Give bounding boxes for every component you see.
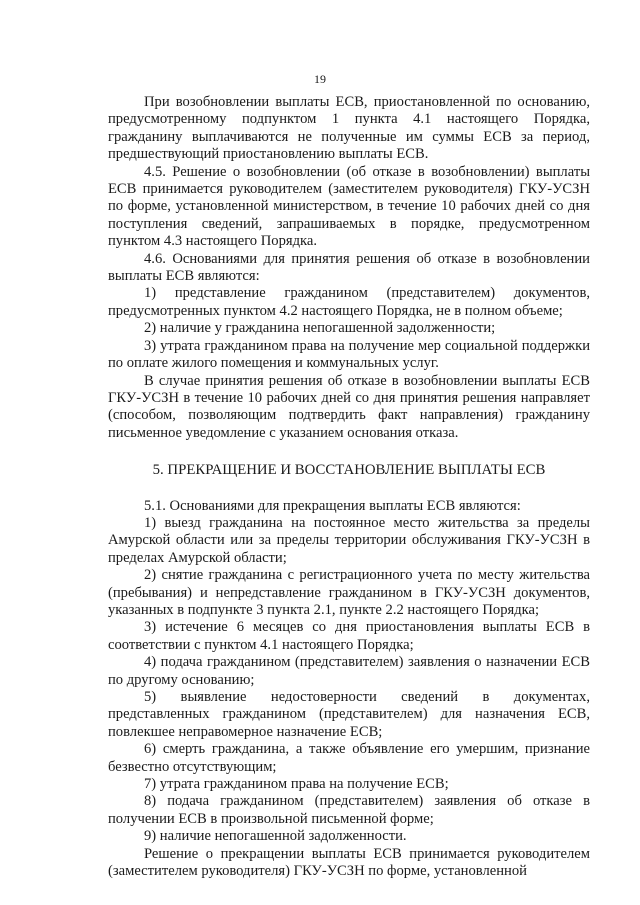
section-heading: 5. ПРЕКРАЩЕНИЕ И ВОССТАНОВЛЕНИЕ ВЫПЛАТЫ ЕСВ xyxy=(152,462,546,479)
list-item-5-1-8: 8) подача гражданином (представителем) заявления об отказе в получении ЕСВ в произвольной письменной форме; xyxy=(108,793,590,827)
list-item-5-1-7: 7) утрата гражданином права на получение ЕСВ; xyxy=(144,776,449,793)
list-item-5-1-4: 4) подача гражданином (представителем) заявления о назначении ЕСВ по другому основанию; xyxy=(108,654,590,688)
list-item-5-1-5: 5) выявление недостоверности сведений в документах, представленных гражданином (представителем) для назначения ЕСВ, повлекшее неправомерное назначение ЕСВ; xyxy=(108,689,590,740)
paragraph-termination-decision: Решение о прекращении выплаты ЕСВ принимается руководителем (заместителем руководителя) ГКУ-УСЗН по форме, установленной xyxy=(108,845,590,880)
paragraph-refusal-notice: В случае принятия решения об отказе в возобновлении выплаты ЕСВ ГКУ-УСЗН в течение 10 рабочих дней со дня принятия решения направляет (способом, позволяющим подтвердить факт направления) гражданину письменное уведомление с указанием основания отказа. xyxy=(108,372,590,441)
list-item-5-1-9: 9) наличие непогашенной задолженности. xyxy=(144,828,407,845)
list-item-4-6-2: 2) наличие у гражданина непогашенной задолженности; xyxy=(144,320,496,337)
paragraph-5-1: 5.1. Основаниями для прекращения выплаты ЕСВ являются: xyxy=(144,497,521,514)
list-item-5-1-3: 3) истечение 6 месяцев со дня приостановления выплаты ЕСВ в соответствии с пунктом 4.1 настоящего Порядка; xyxy=(108,619,590,653)
page-number: 19 xyxy=(314,72,326,86)
paragraph-4-5: 4.5. Решение о возобновлении (об отказе в возобновлении) выплаты ЕСВ принимается руководителем (заместителем руководителя) ГКУ-УСЗН по форме, установленной министерством, в течение 10 рабочих дней со дня поступления сведений, запрашиваемых в порядке, предусмотренном пунктом 4.3 настоящего Порядка. xyxy=(108,163,590,250)
list-item-5-1-1: 1) выезд гражданина на постоянное место жительства за пределы Амурской области или за пределы территории обслуживания ГКУ-УСЗН в пределах Амурской области; xyxy=(108,514,590,566)
document-body xyxy=(108,94,590,880)
list-item-4-6-3: 3) утрата гражданином права на получение мер социальной поддержки по оплате жилого помещения и коммунальных услуг. xyxy=(108,337,590,372)
paragraph-4-6: 4.6. Основаниями для принятия решения об отказе в возобновлении выплаты ЕСВ являются: xyxy=(108,250,590,285)
list-item-4-6-1: 1) представление гражданином (представителем) документов, предусмотренных пунктом 4.2 настоящего Порядка, не в полном объеме; xyxy=(108,285,590,319)
paragraph-resumption-payment: При возобновлении выплаты ЕСВ, приостановленной по основанию, предусмотренному подпунктом 1 пункта 4.1 настоящего Порядка, гражданину выплачиваются не полученные им суммы ЕСВ за период, предшествующий приостановлению выплаты ЕСВ. xyxy=(108,94,590,163)
list-item-5-1-2: 2) снятие гражданина с регистрационного учета по месту жительства (пребывания) и непредставление гражданином в ГКУ-УСЗН документов, указанных в подпункте 3 пункта 2.1, пункте 2.2 настоящего Порядка; xyxy=(108,567,590,618)
list-item-5-1-6: 6) смерть гражданина, а также объявление его умершим, признание безвестно отсутствующим; xyxy=(108,741,590,775)
